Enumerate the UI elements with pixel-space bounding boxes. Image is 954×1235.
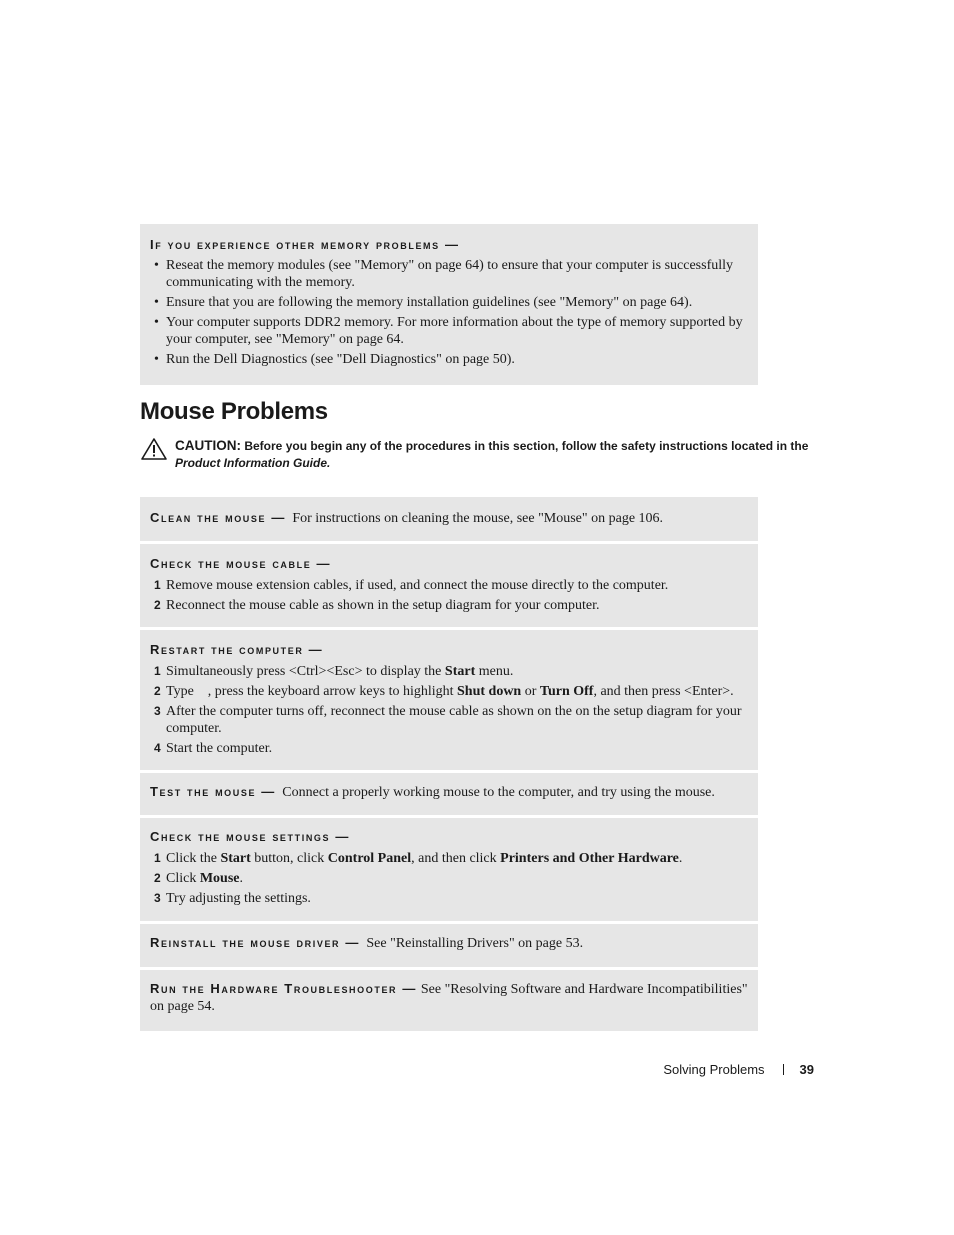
caution-text: CAUTION: Before you begin any of the procedures in this section, follow the safety instructions located in the Product Information Guide. (175, 438, 809, 470)
footer-section-name: Solving Problems (663, 1062, 765, 1077)
list-item: 3 After the computer turns off, reconnect the mouse cable as shown on the on the setup diagram for your computer. (154, 704, 742, 736)
test-mouse-heading: Test the mouse — (150, 784, 275, 799)
list-item: 1 Click the Start button, click Control Panel, and then click Printers and Other Hardware. (154, 851, 683, 866)
mouse-cable-steps (150, 577, 748, 614)
list-item: 2 Type , press the keyboard arrow keys to highlight Shut down or Turn Off, and then press <Enter>. (154, 684, 734, 699)
list-item: 2 Reconnect the mouse cable as shown in the setup diagram for your computer. (154, 598, 600, 613)
hardware-troubleshooter-text: See "Resolving Software and Hardware Incompatibilities" on page 54. (150, 982, 748, 1014)
footer-divider (783, 1064, 784, 1075)
test-mouse-box (140, 773, 758, 815)
reinstall-driver-box (140, 924, 758, 967)
list-item: • Ensure that you are following the memory installation guidelines (see "Memory" on page 64). (154, 295, 693, 310)
list-item: 3 Try adjusting the settings. (154, 891, 311, 906)
reinstall-driver-text: See "Reinstalling Drivers" on page 53. (366, 936, 584, 951)
mouse-cable-heading: Check the mouse cable — (150, 556, 330, 571)
mouse-settings-box (140, 818, 758, 921)
list-item: 1 Remove mouse extension cables, if used, and connect the mouse directly to the computer. (154, 578, 669, 593)
page-number: 39 (799, 1062, 814, 1077)
restart-computer-box (140, 630, 758, 770)
list-item: 4 Start the computer. (154, 741, 273, 756)
restart-steps (150, 663, 748, 757)
clean-mouse-text: For instructions on cleaning the mouse, see "Mouse" on page 106. (292, 511, 664, 526)
list-item: • Run the Dell Diagnostics (see "Dell Diagnostics" on page 50). (154, 352, 515, 367)
restart-computer-heading: Restart the computer — (150, 642, 322, 657)
hardware-troubleshooter-heading: Run the Hardware Troubleshooter — (150, 981, 416, 996)
list-item: • Reseat the memory modules (see "Memory" on page 64) to ensure that your computer is successfully communicating with the memory. (154, 258, 734, 290)
page-footer (600, 1062, 814, 1077)
hardware-troubleshooter-box (140, 970, 758, 1031)
reinstall-driver-heading: Reinstall the mouse driver — (150, 935, 359, 950)
mouse-settings-heading: Check the mouse settings — (150, 829, 349, 844)
list-item: 2 Click Mouse. (154, 871, 244, 886)
hardware-troubleshooter-content (150, 980, 748, 1015)
memory-tips-list (150, 257, 748, 368)
caution-triangle-icon (140, 437, 168, 461)
clean-mouse-heading: Clean the mouse — (150, 510, 285, 525)
product-information-guide: Product Information Guide (175, 456, 327, 470)
caution-label: CAUTION: (175, 438, 241, 453)
caution-notice (140, 437, 810, 472)
mouse-settings-steps (150, 850, 748, 907)
mouse-cable-box (140, 544, 758, 627)
list-item: • Your computer supports DDR2 memory. For more information about the type of memory supported by your computer, see "Memory" on page 64. (154, 315, 743, 347)
test-mouse-text: Connect a properly working mouse to the computer, and try using the mouse. (282, 785, 715, 800)
list-item: 1 Simultaneously press <Ctrl><Esc> to display the Start menu. (154, 664, 514, 679)
section-title: Mouse Problems (140, 398, 328, 425)
memory-problems-box (140, 224, 758, 385)
clean-mouse-box (140, 497, 758, 541)
memory-problems-heading: If you experience other memory problems — (150, 237, 458, 252)
